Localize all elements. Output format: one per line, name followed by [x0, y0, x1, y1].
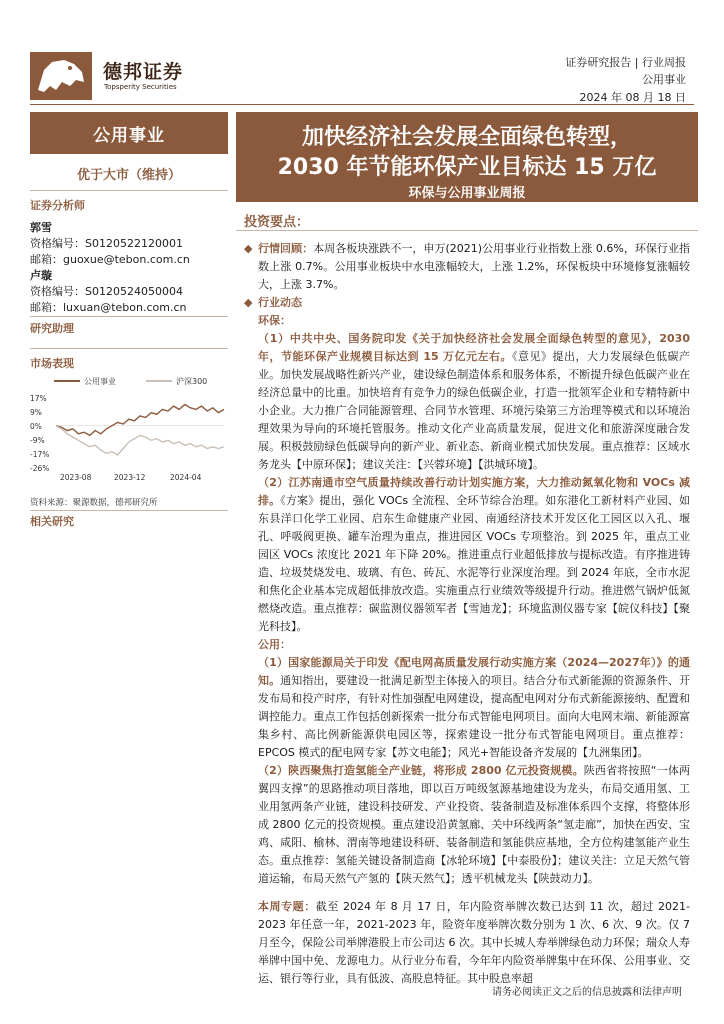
x-tick-label: 2023-12: [114, 473, 146, 482]
topic-paragraph: [244, 898, 690, 988]
env1-title: （1）中共中央、国务院印发《关于加快经济社会发展全面绿色转型的意见》，2030 年，节能环保产业规模目标达到 15 万亿元左右。: [258, 332, 690, 363]
util-item-1: [244, 654, 690, 762]
topic-text: 截至 2024 年 8 月 17 日，年内险资举牌次数已达到 11 次，超过 2021-2023 年任意一年，2021-2023 年，险资年度举牌次数分别为 1 次、6 次、9 次。仅 7 月至今，保险公司举牌港股上市公司达 6 次。其中长城人寿举牌绿色动力环保；瑞众人寿举牌中国中免、龙源电力。从行业分布看，今年年内险资举牌集中在环保、公用事业、交运、银行等行业，具有低波、高股息特征。其中股息率超: [258, 900, 690, 985]
market-performance-chart: [28, 372, 230, 482]
footer-disclaimer: 请务必阅读正文之后的信息披露和法律声明: [492, 987, 682, 998]
assistant-section-title: 研究助理: [30, 322, 74, 335]
divider: [30, 190, 228, 191]
report-title-box: [236, 112, 698, 202]
header-sector: 公用事业: [642, 73, 686, 86]
review-label: 行情回顾：: [258, 242, 314, 255]
analyst-email[interactable]: 邮箱：guoxue@tebon.com.cn: [30, 253, 190, 266]
report-date: 2024 年 08 月 18 日: [579, 91, 686, 104]
brand-name-en: Topsperity Securities: [104, 83, 177, 91]
key-points-body: [244, 240, 690, 988]
divider: [236, 230, 698, 231]
util-item-2: [244, 762, 690, 888]
review-text: 本周各板块涨跌不一，申万(2021)公用事业行业指数上涨 0.6%，环保行业指数上涨 0.7%。公用事业板块中水电涨幅较大，上涨 1.2%，环保板块中环境修复涨幅较大，上涨 3.7%。: [258, 242, 690, 291]
env2-text: 《方案》提出，强化 VOCs 全流程、全环节综合治理。如东港化工新材料产业园、如东县洋口化学工业园、启东生命健康产业园、南通经济技术开发区化工园区以入孔、堰孔、呼吸阀更换、罐车治理为重点，推进园区 VOCs 专项整治。到 2025 年，重点工业园区 VOCs 浓度比 2021 年下降 20%。推进重点行业超低排放与提标改造。有序推进铸造、垃圾焚烧发电、玻璃、有色、砖瓦、水泥等行业深度治理。到 2024 年底，全市水泥和焦化企业基本完成超低排放改造。实施重点行业绩效等级提升行动。推进燃气锅炉低氮燃烧改造。重点推荐：碳监测仪器领军者【雪迪龙】；环境监测仪器专家【皖仪科技】【聚光科技】。: [258, 494, 690, 633]
util2-text: 陕西省将按照“一体两翼四支撑”的思路推动项目落地，即以百万吨级氢源基地建设为龙头，布局交通用氢、工业用氢两条产业链，建设科技研发、产业投资、装备制造及标准体系四个支撑，将整体形成 2800 亿元的投资规模。重点建设沿黄氢廊、关中环线两条“氢走廊”，加快在西安、宝鸡、咸阳、榆林、渭南等地建设科研、装备制造和氢能供应基地，全方位构建氢能产业生态。重点推荐：氢能关键设备制造商【冰轮环境】【中泰股份】；建议关注：立足天然气管道运输，布局天然气产氢的【陕天然气】；透平机械龙头【陕鼓动力】。: [258, 764, 690, 885]
y-tick-label: 17%: [30, 394, 47, 403]
y-tick-label: -26%: [30, 464, 50, 473]
dynamics-label: 行业动态: [258, 296, 302, 309]
y-tick-label: -17%: [30, 450, 50, 459]
legend-label: 沪深300: [176, 377, 208, 386]
spacer: [244, 888, 690, 898]
y-tick-label: 9%: [30, 408, 42, 417]
divider: [30, 316, 228, 317]
analyst-email[interactable]: 邮箱：luxuan@tebon.com.cn: [30, 301, 187, 314]
env-heading: [244, 312, 690, 330]
header-divider: [30, 104, 694, 105]
report-type: 证券研究报告 | 行业周报: [565, 56, 686, 69]
report-subtitle: 环保与公用事业周报: [408, 186, 526, 201]
topic-label: 本周专题：: [258, 900, 316, 913]
review-paragraph: [244, 240, 690, 294]
divider: [30, 510, 228, 511]
sector-box: 公用事业: [30, 112, 228, 154]
report-title-line1: 加快经济社会发展全面绿色转型，: [301, 125, 632, 150]
market-section-title: 市场表现: [30, 357, 74, 370]
util1-text: 通知指出，要建设一批满足新型主体接入的项目。结合分布式新能源的资源条件、开发布局和投产时序，有针对性加强配电网建设，提高配电网对分布式新能源接纳、配置和调控能力。重点工作包括创新探索一批分布式智能电网项目。面向大电网末端、新能源富集乡村、高比例新能源供电园区等，探索建设一批分布式智能电网项目。重点推荐：EPCOS 模式的配电网专家【苏文电能】；风光+智能设备齐发展的【九洲集团】。: [258, 674, 691, 759]
analyst-cert: 资格编号：S0120524050004: [30, 285, 183, 298]
key-points-title: 投资要点：: [244, 215, 310, 230]
rating: 优于大市（维持）: [76, 168, 181, 183]
util2-title: （2）陕西聚焦打造氢能全产业链，将形成 2800 亿元投资规模。: [258, 764, 584, 777]
env1-text: 《意见》提出，大力发展绿色低碳产业。加快发展战略性新兴产业，建设绿色制造体系和服务体系，不断提升绿色低碳产业在经济总量中的比重。加快培育有竞争力的绿色低碳企业，打造一批领军企业和专精特新中小企业。大力推广合同能源管理、合同节水管理、环境污染第三方治理等模式和以环境治理效果为导向的环境托管服务。推动文化产业高质量发展，促进文化和旅游深度融合发展。积极鼓励绿色低碳导向的新产业、新业态、新商业模式加快发展。重点推荐：区域水务龙头【中原环保】；建议关注：【兴蓉环境】【洪城环境】。: [258, 350, 690, 471]
analyst-name: 卢璇: [30, 269, 52, 282]
related-section-title: 相关研究: [30, 515, 74, 528]
series-line: [56, 426, 224, 455]
legend-label: 公用事业: [84, 377, 116, 386]
env-item-1: [244, 330, 690, 474]
analyst-name: 郭雪: [30, 221, 52, 234]
y-tick-label: -9%: [30, 436, 45, 445]
brand-name-cn: 德邦证券: [103, 61, 184, 83]
y-tick-label: 0%: [30, 422, 42, 431]
util-heading: [244, 636, 690, 654]
env2-title: （2）江苏南通市空气质量持续改善行动计划实施方案，大力推动氮氧化物和 VOCs 减排。: [258, 476, 690, 507]
x-tick-label: 2023-08: [60, 473, 92, 482]
bullet-icon: ◆: [244, 242, 253, 255]
util1-title: （1）国家能源局关于印发《配电网高质量发展行动实施方案（2024—2027年）》的通知。: [258, 656, 690, 687]
series-line: [56, 405, 224, 436]
bullet-icon: ◆: [244, 296, 253, 309]
chart-source: 资料来源：聚源数据，德邦研究所: [30, 498, 158, 508]
env-item-2: [244, 474, 690, 636]
analyst-cert: 资格编号：S0120522120001: [30, 237, 183, 250]
analyst-section-title: 证券分析师: [30, 199, 85, 212]
report-title-line2: 2030 年节能环保产业目标达 15 万亿: [277, 155, 657, 180]
brand-logo-icon: [30, 52, 92, 100]
util-label: 公用：: [258, 638, 291, 651]
env-label: 环保：: [258, 314, 291, 327]
divider: [30, 348, 228, 349]
x-tick-label: 2024-04: [170, 473, 202, 482]
dynamics-heading: [244, 294, 690, 312]
